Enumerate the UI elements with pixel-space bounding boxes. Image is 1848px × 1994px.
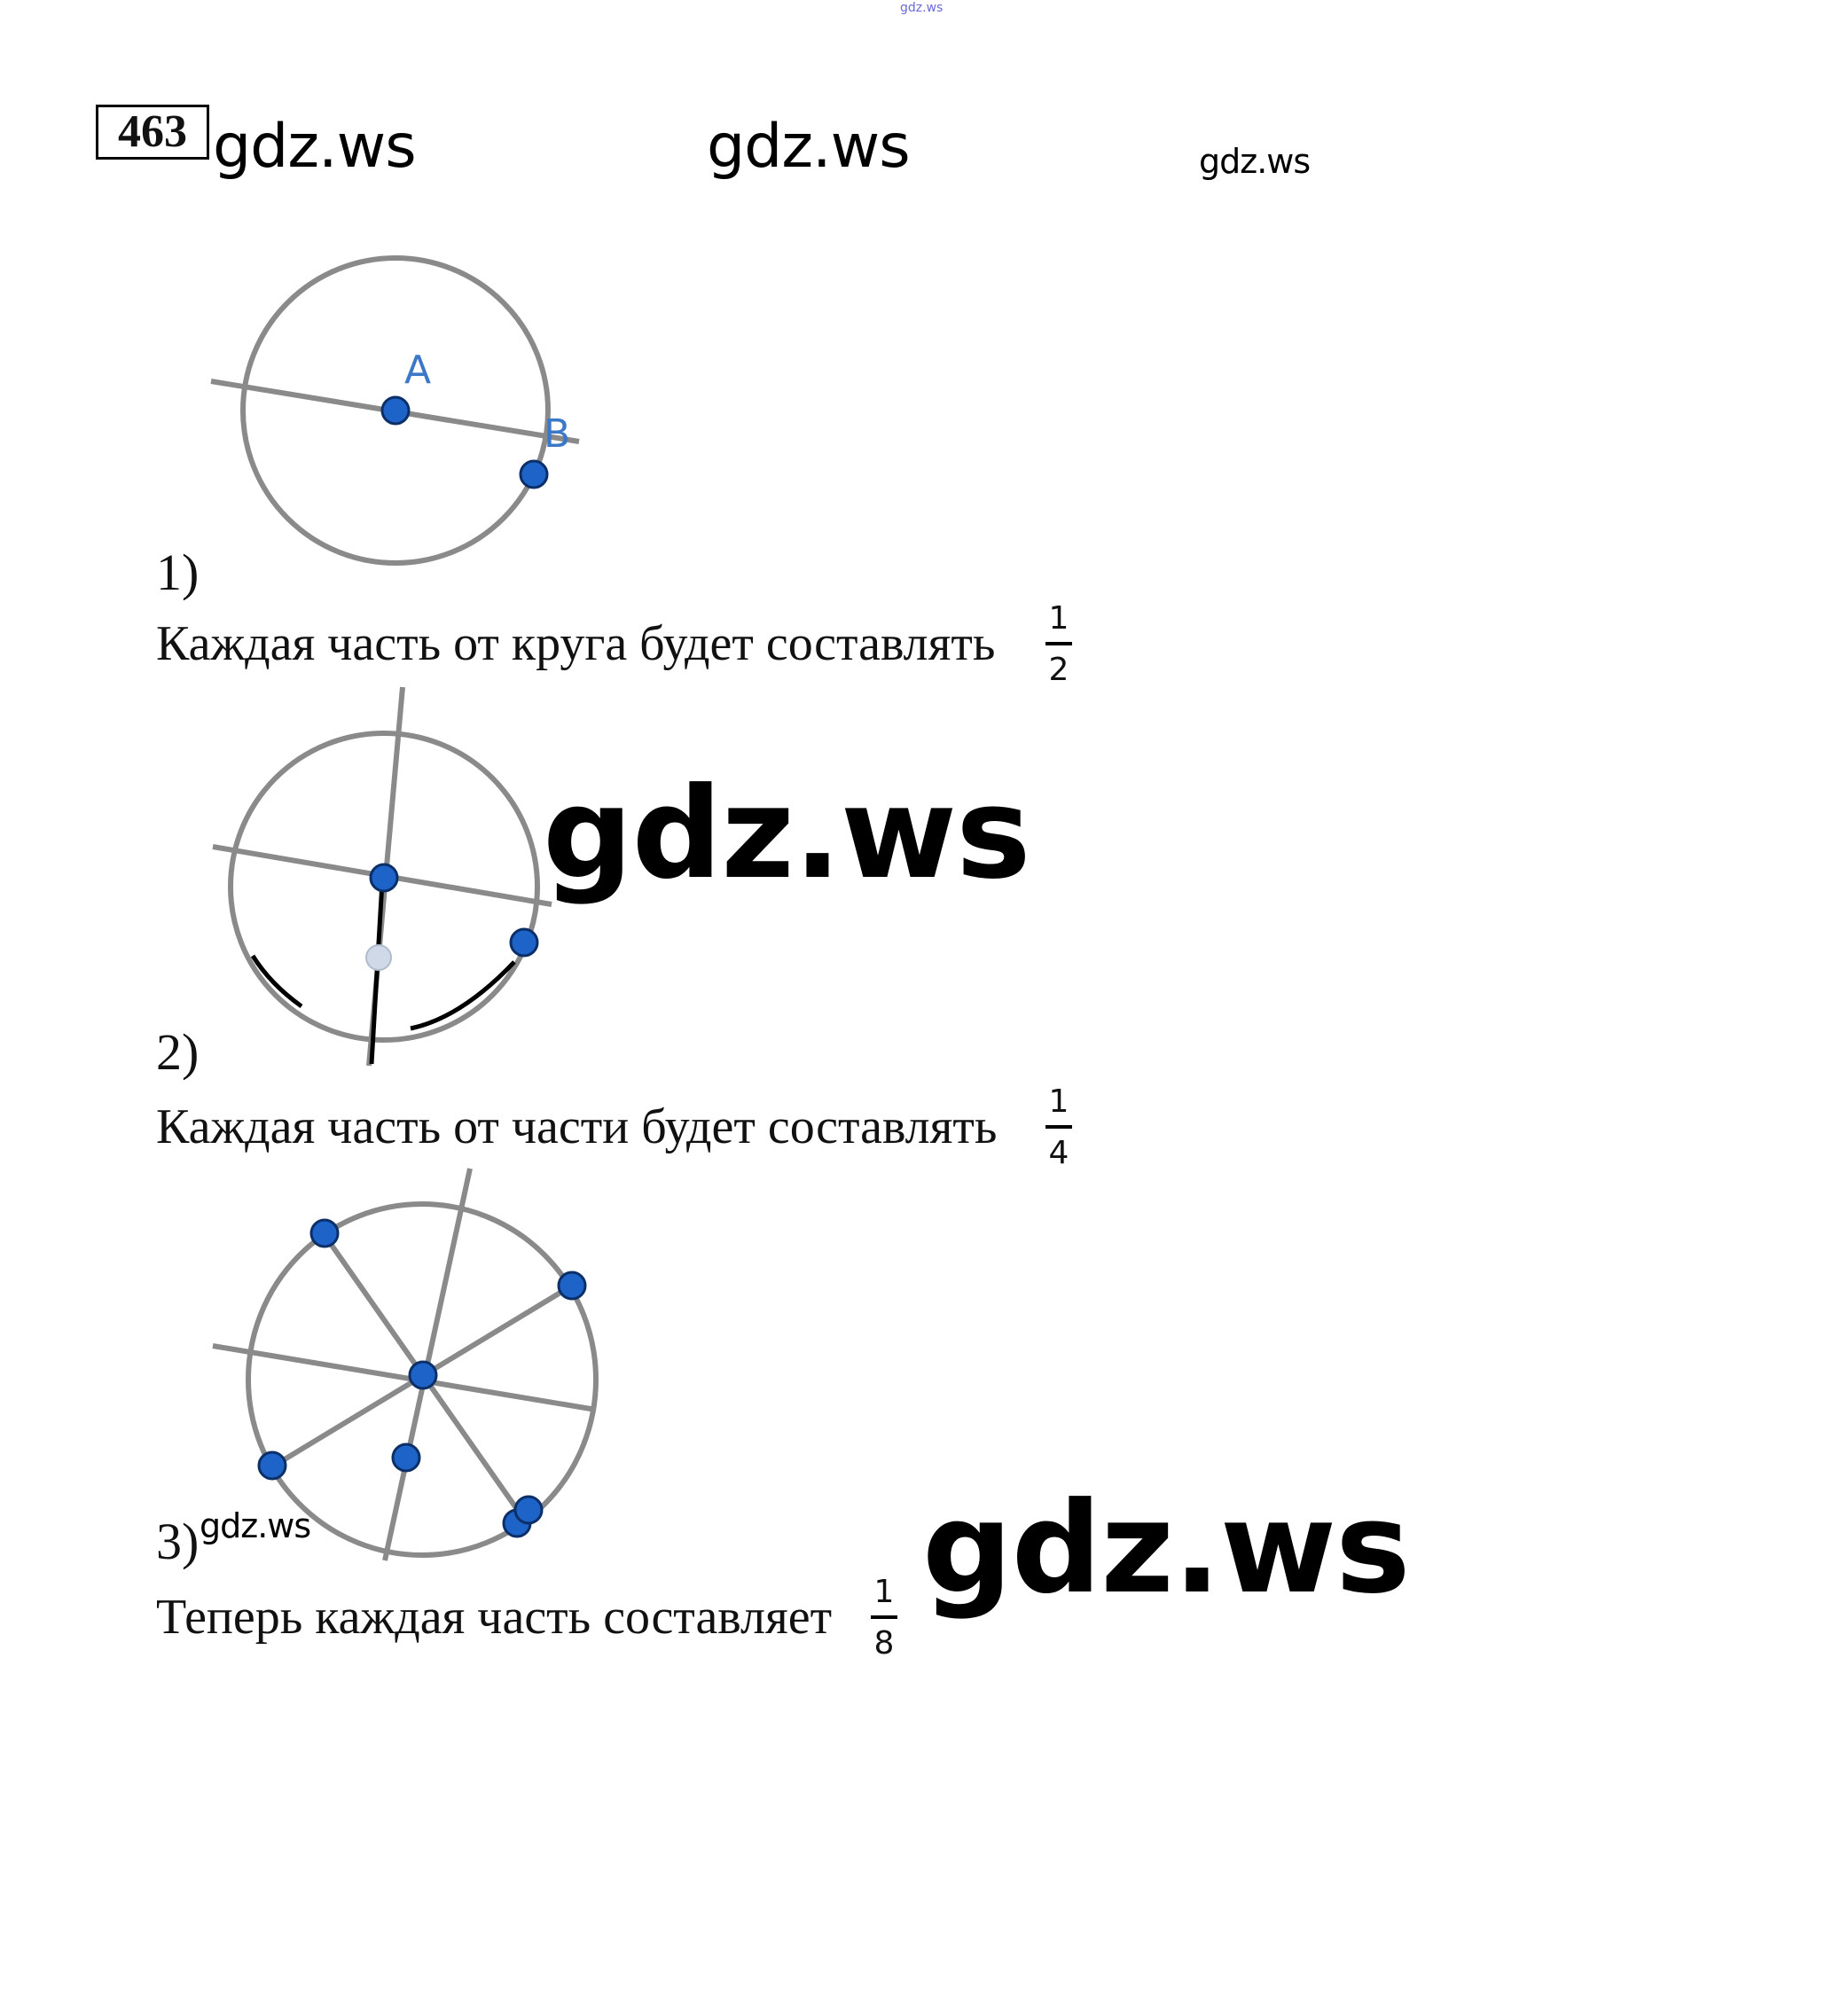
- fig2-fraction-denominator: 4: [1048, 1135, 1069, 1171]
- fig3-point-inner: [393, 1444, 419, 1471]
- fig3-fraction: [869, 1576, 899, 1660]
- fig2-fraction-numerator: 1: [1048, 1083, 1069, 1120]
- watermark-large-bottom: gdz.ws: [922, 1475, 1410, 1622]
- watermark-large-middle: gdz.ws: [543, 761, 1030, 907]
- task-number: 463: [96, 105, 209, 160]
- fig2-caption: 2): [156, 1023, 200, 1081]
- fig3-sentence: Теперь каждая часть составляет: [156, 1590, 833, 1645]
- fig1-label-B: B: [544, 411, 571, 457]
- watermark-tiny: gdz.ws: [900, 1, 944, 15]
- fig1-fraction-denominator: 2: [1048, 652, 1069, 688]
- watermark-small-bottom: gdz.ws: [200, 1506, 311, 1545]
- fig3-point-bottom-left: [259, 1452, 286, 1479]
- fig3-point-bottom-right-b: [515, 1497, 542, 1523]
- fig3-caption: 3): [156, 1513, 200, 1570]
- watermark-top-left: gdz.ws: [213, 112, 416, 182]
- fig3-fraction-numerator: 1: [873, 1574, 895, 1610]
- fig3-fraction-denominator: 8: [873, 1625, 895, 1662]
- fig3-center-point: [410, 1362, 436, 1388]
- watermark-top-right: gdz.ws: [1199, 142, 1311, 181]
- fig3-line-horizontal: [213, 1346, 596, 1410]
- fig3-point-top-right: [559, 1272, 585, 1299]
- fig1-label-A: A: [404, 348, 432, 393]
- fig1-caption: 1): [156, 543, 200, 601]
- fig2-sentence: Каждая часть от части будет составлять: [156, 1099, 998, 1154]
- watermark-top-center: gdz.ws: [707, 112, 910, 182]
- fig1-fraction-numerator: 1: [1048, 600, 1069, 637]
- fig1-sentence: Каждая часть от круга будет составлять: [156, 616, 996, 671]
- fig3-point-top-left: [311, 1220, 338, 1247]
- fig3-fraction-bar: [871, 1615, 897, 1619]
